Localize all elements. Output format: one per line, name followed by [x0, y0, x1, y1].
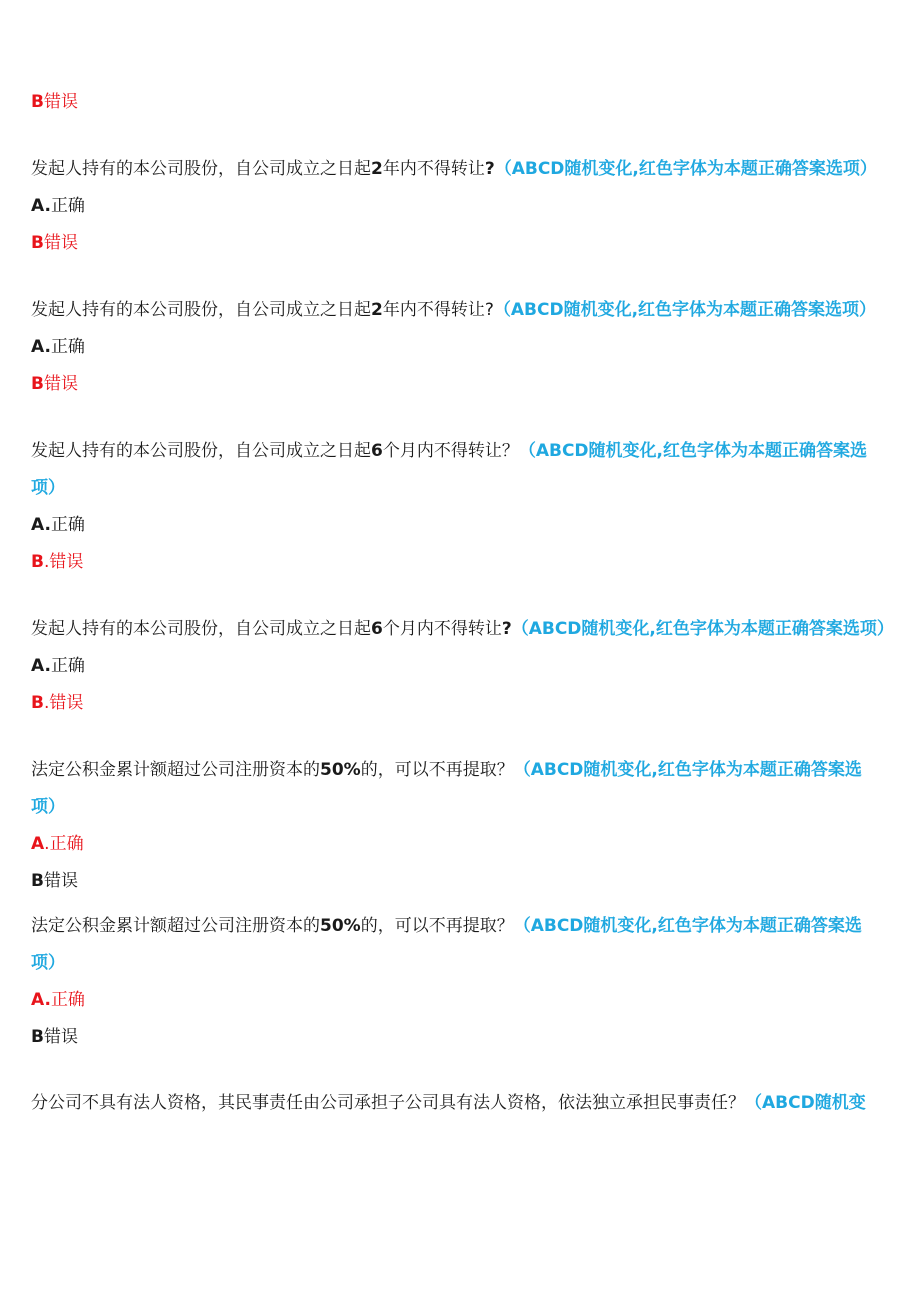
- question-text: 发起人持有的本公司股份，自公司成立之日起2年内不得转让?（ABCD随机变化,红色字体为本题正确答案选项）: [31, 300, 877, 320]
- option-a: A.正确: [31, 515, 85, 535]
- option-a: A.正确: [31, 196, 85, 216]
- option-b: B.错误: [31, 552, 84, 572]
- option-a: A.正确: [31, 834, 84, 854]
- question-text: 发起人持有的本公司股份，自公司成立之日起2年内不得转让?（ABCD随机变化,红色字体为本题正确答案选项）: [31, 159, 877, 179]
- option-b: B错误: [31, 374, 78, 394]
- question-text: 法定公积金累计额超过公司注册资本的50%的，可以不再提取？（ABCD随机变化,红色字体为本题正确答案选: [31, 916, 862, 936]
- question-text: 分公司不具有法人资格，其民事责任由公司承担子公司具有法人资格，依法独立承担民事责任？（ABCD随机变: [31, 1093, 866, 1113]
- option-b: B.错误: [31, 693, 84, 713]
- option-a: A.正确: [31, 656, 85, 676]
- question-text: 法定公积金累计额超过公司注册资本的50%的，可以不再提取？（ABCD随机变化,红色字体为本题正确答案选: [31, 760, 862, 780]
- question-hint-continued: 项）: [31, 797, 65, 817]
- option-b: B错误: [31, 871, 78, 891]
- answer-b: B错误: [31, 92, 78, 112]
- option-a: A.正确: [31, 337, 85, 357]
- question-text: 发起人持有的本公司股份，自公司成立之日起6个月内不得转让？（ABCD随机变化,红色字体为本题正确答案选: [31, 441, 868, 461]
- question-hint-continued: 项）: [31, 953, 65, 973]
- question-text: 发起人持有的本公司股份，自公司成立之日起6个月内不得转让?（ABCD随机变化,红色字体为本题正确答案选项）: [31, 619, 894, 639]
- question-hint-continued: 项）: [31, 478, 65, 498]
- option-b: B错误: [31, 1027, 78, 1047]
- option-a: A.正确: [31, 990, 85, 1010]
- option-b: B错误: [31, 233, 78, 253]
